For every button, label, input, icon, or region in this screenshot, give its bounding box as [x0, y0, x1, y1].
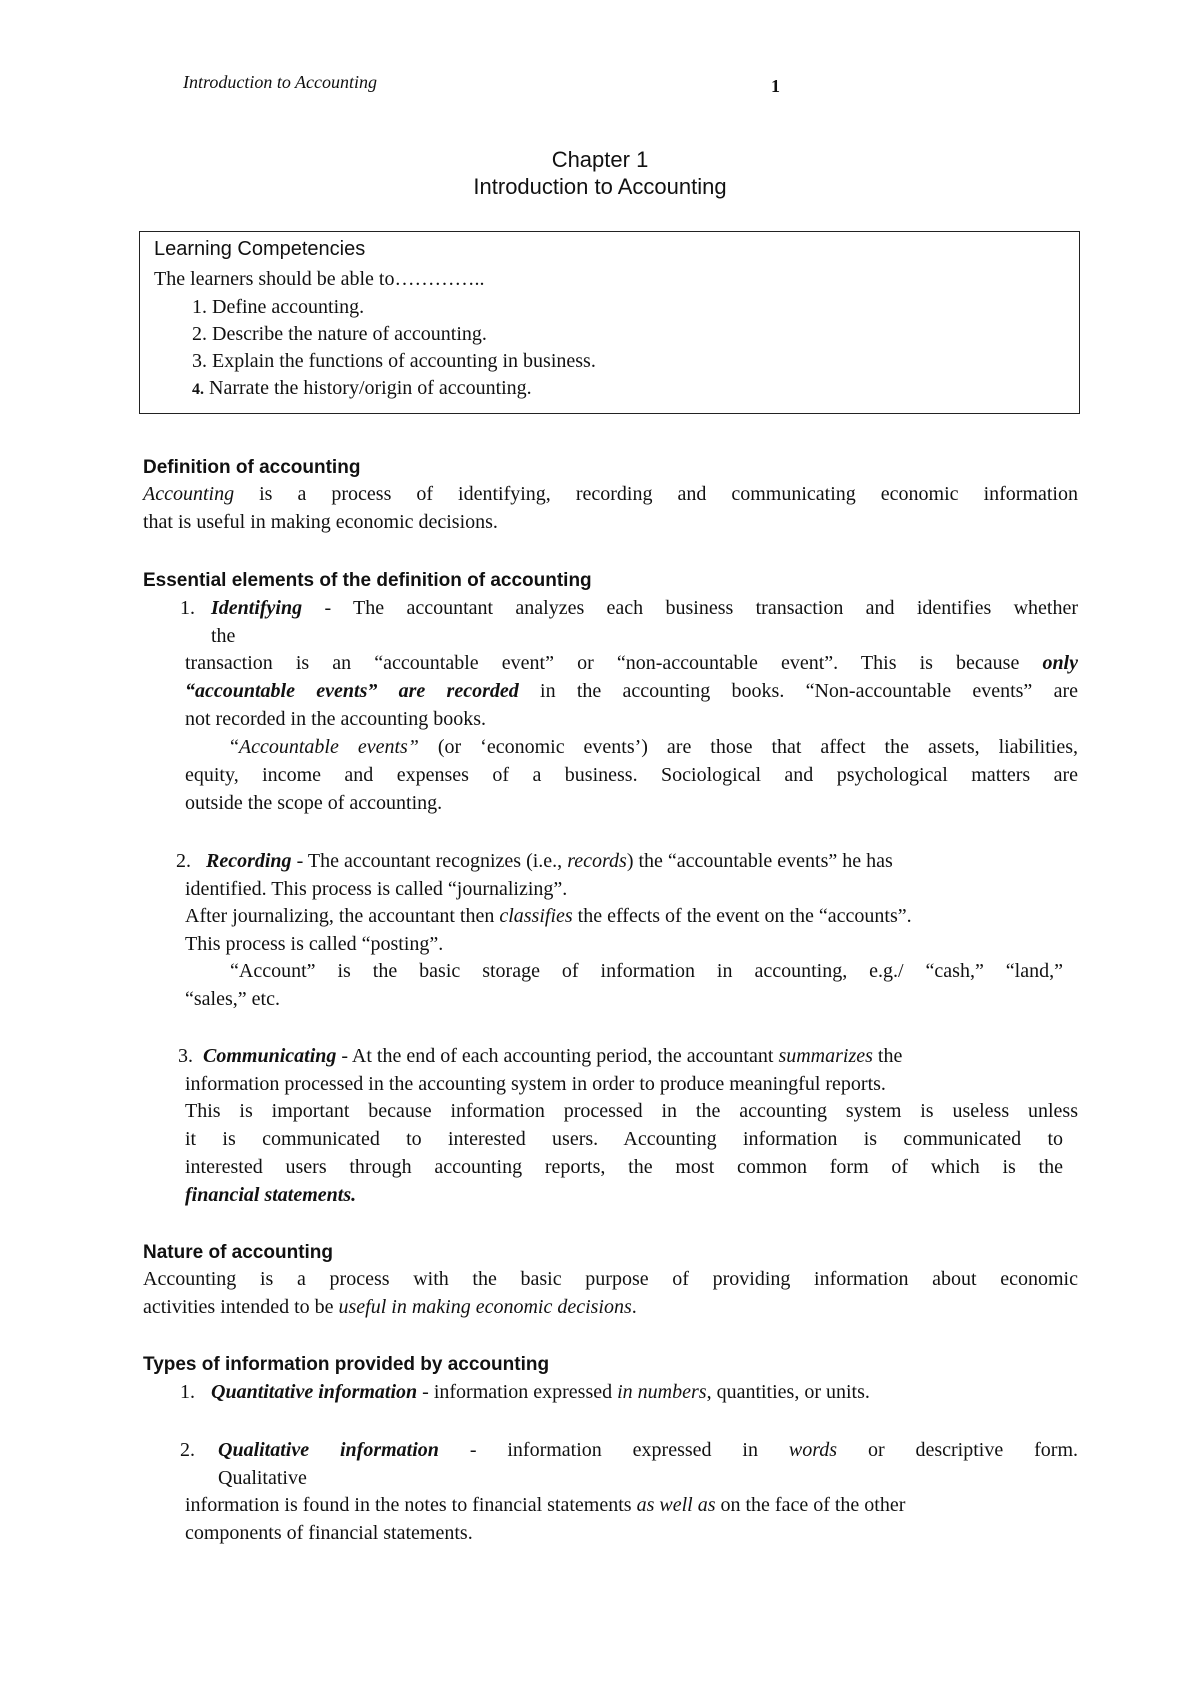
quantitative-number: 1. — [180, 1381, 195, 1403]
qualitative-line-2: Qualitative — [218, 1467, 307, 1489]
qualitative-line-3: information is found in the notes to financial statements as well as on the face of the other — [185, 1494, 906, 1516]
competencies-intro: The learners should be able to………….. — [154, 268, 485, 290]
recording-line-2: identified. This process is called “journalizing”. — [185, 878, 568, 900]
recording-line-5: “Account” is the basic storage of information in accounting, e.g./ “cash,” “land,” — [230, 960, 1063, 982]
competency-item-3: 3. Explain the functions of accounting in business. — [192, 350, 596, 372]
identifying-line-8: outside the scope of accounting. — [185, 792, 443, 814]
quantitative-line: Quantitative information - information expressed in numbers, quantities, or units. — [211, 1381, 870, 1403]
recording-line-1: Recording - The accountant recognizes (i.e., records) the “accountable events” he has — [206, 850, 893, 872]
recording-line-6: “sales,” etc. — [185, 988, 280, 1010]
identifying-line-6: “Accountable events” (or ‘economic events’) are those that affect the assets, liabilities, — [230, 736, 1079, 758]
recording-line-4: This process is called “posting”. — [185, 933, 444, 955]
communicating-line-6: financial statements. — [185, 1184, 357, 1206]
elements-heading: Essential elements of the definition of accounting — [143, 570, 592, 591]
identifying-line-7: equity, income and expenses of a business. Sociological and psychological matters are — [185, 764, 1078, 786]
communicating-line-3: This is important because information processed in the accounting system is useless unless — [185, 1100, 1078, 1122]
definition-line-1: Accounting is a process of identifying, recording and communicating economic information — [143, 483, 1078, 505]
recording-number: 2. — [176, 850, 191, 872]
competency-item-1: 1. Define accounting. — [192, 296, 365, 318]
identifying-line-1: Identifying - The accountant analyzes each business transaction and identifies whether — [211, 597, 1078, 619]
nature-line-1: Accounting is a process with the basic purpose of providing information about economic — [143, 1268, 1078, 1290]
communicating-number: 3. — [178, 1045, 193, 1067]
identifying-line-2: the — [211, 625, 236, 647]
chapter-number: Chapter 1 — [551, 147, 649, 172]
communicating-line-4: it is communicated to interested users. Accounting information is communicated to — [185, 1128, 1063, 1150]
competencies-title: Learning Competencies — [154, 238, 366, 260]
types-heading: Types of information provided by accounting — [143, 1354, 550, 1375]
communicating-line-2: information processed in the accounting system in order to produce meaningful reports. — [185, 1073, 886, 1095]
learning-competencies-box — [139, 231, 1080, 414]
definition-heading: Definition of accounting — [143, 457, 361, 478]
recording-line-3: After journalizing, the accountant then classifies the effects of the event on the “accounts”. — [185, 905, 912, 927]
running-header-title: Introduction to Accounting — [183, 72, 377, 92]
identifying-number: 1. — [180, 597, 195, 619]
qualitative-number: 2. — [180, 1439, 195, 1461]
qualitative-line-4: components of financial statements. — [185, 1522, 473, 1544]
chapter-title: Introduction to Accounting — [473, 174, 727, 199]
identifying-line-3: transaction is an “accountable event” or “non-accountable event”. This is because only — [185, 652, 1078, 674]
competency-item-2: 2. Describe the nature of accounting. — [192, 323, 487, 345]
identifying-line-4: “accountable events” are recorded in the accounting books. “Non-accountable events” are — [185, 680, 1078, 702]
identifying-line-5: not recorded in the accounting books. — [185, 708, 487, 730]
definition-line-2: that is useful in making economic decisions. — [143, 511, 498, 533]
communicating-line-1: Communicating - At the end of each accounting period, the accountant summarizes the — [203, 1045, 903, 1067]
communicating-line-5: interested users through accounting reports, the most common form of which is the — [185, 1156, 1063, 1178]
nature-heading: Nature of accounting — [143, 1242, 334, 1263]
page-number: 1 — [771, 76, 780, 96]
competency-item-4: 4. Narrate the history/origin of accounting. — [192, 377, 532, 399]
nature-line-2: activities intended to be useful in making economic decisions. — [143, 1296, 637, 1318]
qualitative-line-1: Qualitative information - information expressed in words or descriptive form. — [218, 1439, 1078, 1461]
